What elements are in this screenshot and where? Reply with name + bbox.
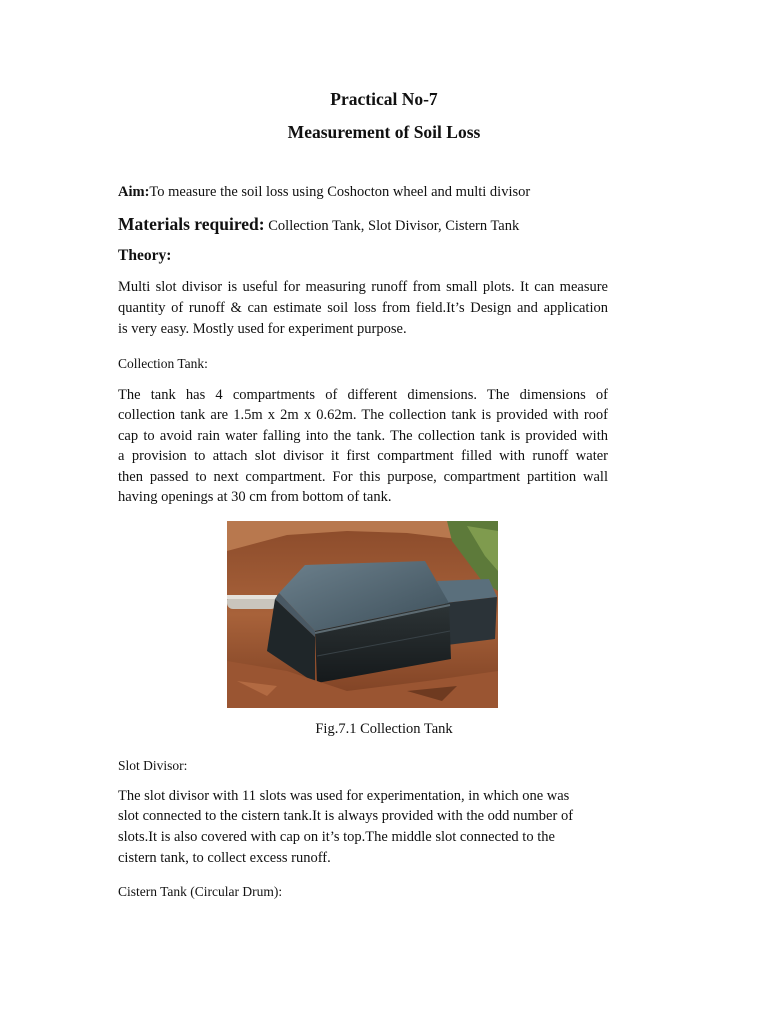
theory-line: Multi slot divisor is useful for measuring runoff from small plots. It can measure <box>118 279 608 295</box>
collection-line: then passed to next compartment. For this purpose, compartment partition wall <box>118 469 608 485</box>
collection-tank-heading: Collection Tank: <box>118 356 208 371</box>
theory-heading: Theory: <box>118 247 172 264</box>
collection-line: The tank has 4 compartments of different dimensions. The dimensions of <box>118 387 608 403</box>
collection-tank-photo <box>227 521 498 708</box>
slot-line: slots.It is also covered with cap on it’s top.The middle slot connected to the <box>118 829 555 845</box>
slot-divisor-heading: Slot Divisor: <box>118 758 188 773</box>
theory-line: quantity of runoff & can estimate soil loss from field.It’s Design and application <box>118 300 608 316</box>
collection-line: a provision to attach slot divisor it first compartment filled with runoff water <box>118 448 608 464</box>
page-title: Practical No-7 <box>330 89 438 109</box>
aim-paragraph <box>118 182 608 203</box>
theory-line: is very easy. Mostly used for experiment purpose. <box>118 321 407 337</box>
cistern-tank-heading: Cistern Tank (Circular Drum): <box>118 884 283 899</box>
slot-line: The slot divisor with 11 slots was used for experimentation, in which one was <box>118 788 570 804</box>
materials-paragraph <box>118 214 608 237</box>
slot-line: slot connected to the cistern tank.It is always provided with the odd number of <box>118 808 574 824</box>
collection-line: collection tank are 1.5m x 2m x 0.62m. The collection tank is provided with roof <box>118 407 608 423</box>
aim-text: To measure the soil loss using Coshocton wheel and multi divisor <box>149 184 531 200</box>
figure-caption: Fig.7.1 Collection Tank <box>315 721 453 737</box>
materials-text: Collection Tank, Slot Divisor, Cistern Tank <box>264 218 520 234</box>
materials-label: Materials required: <box>118 214 265 234</box>
collection-line: cap to avoid rain water falling into the tank. The collection tank is provided with <box>118 428 608 444</box>
page-subtitle: Measurement of Soil Loss <box>287 122 481 142</box>
slot-line: cistern tank, to collect excess runoff. <box>118 850 331 866</box>
collection-line: having openings at 30 cm from bottom of tank. <box>118 489 392 505</box>
aim-label: Aim: <box>118 184 150 200</box>
